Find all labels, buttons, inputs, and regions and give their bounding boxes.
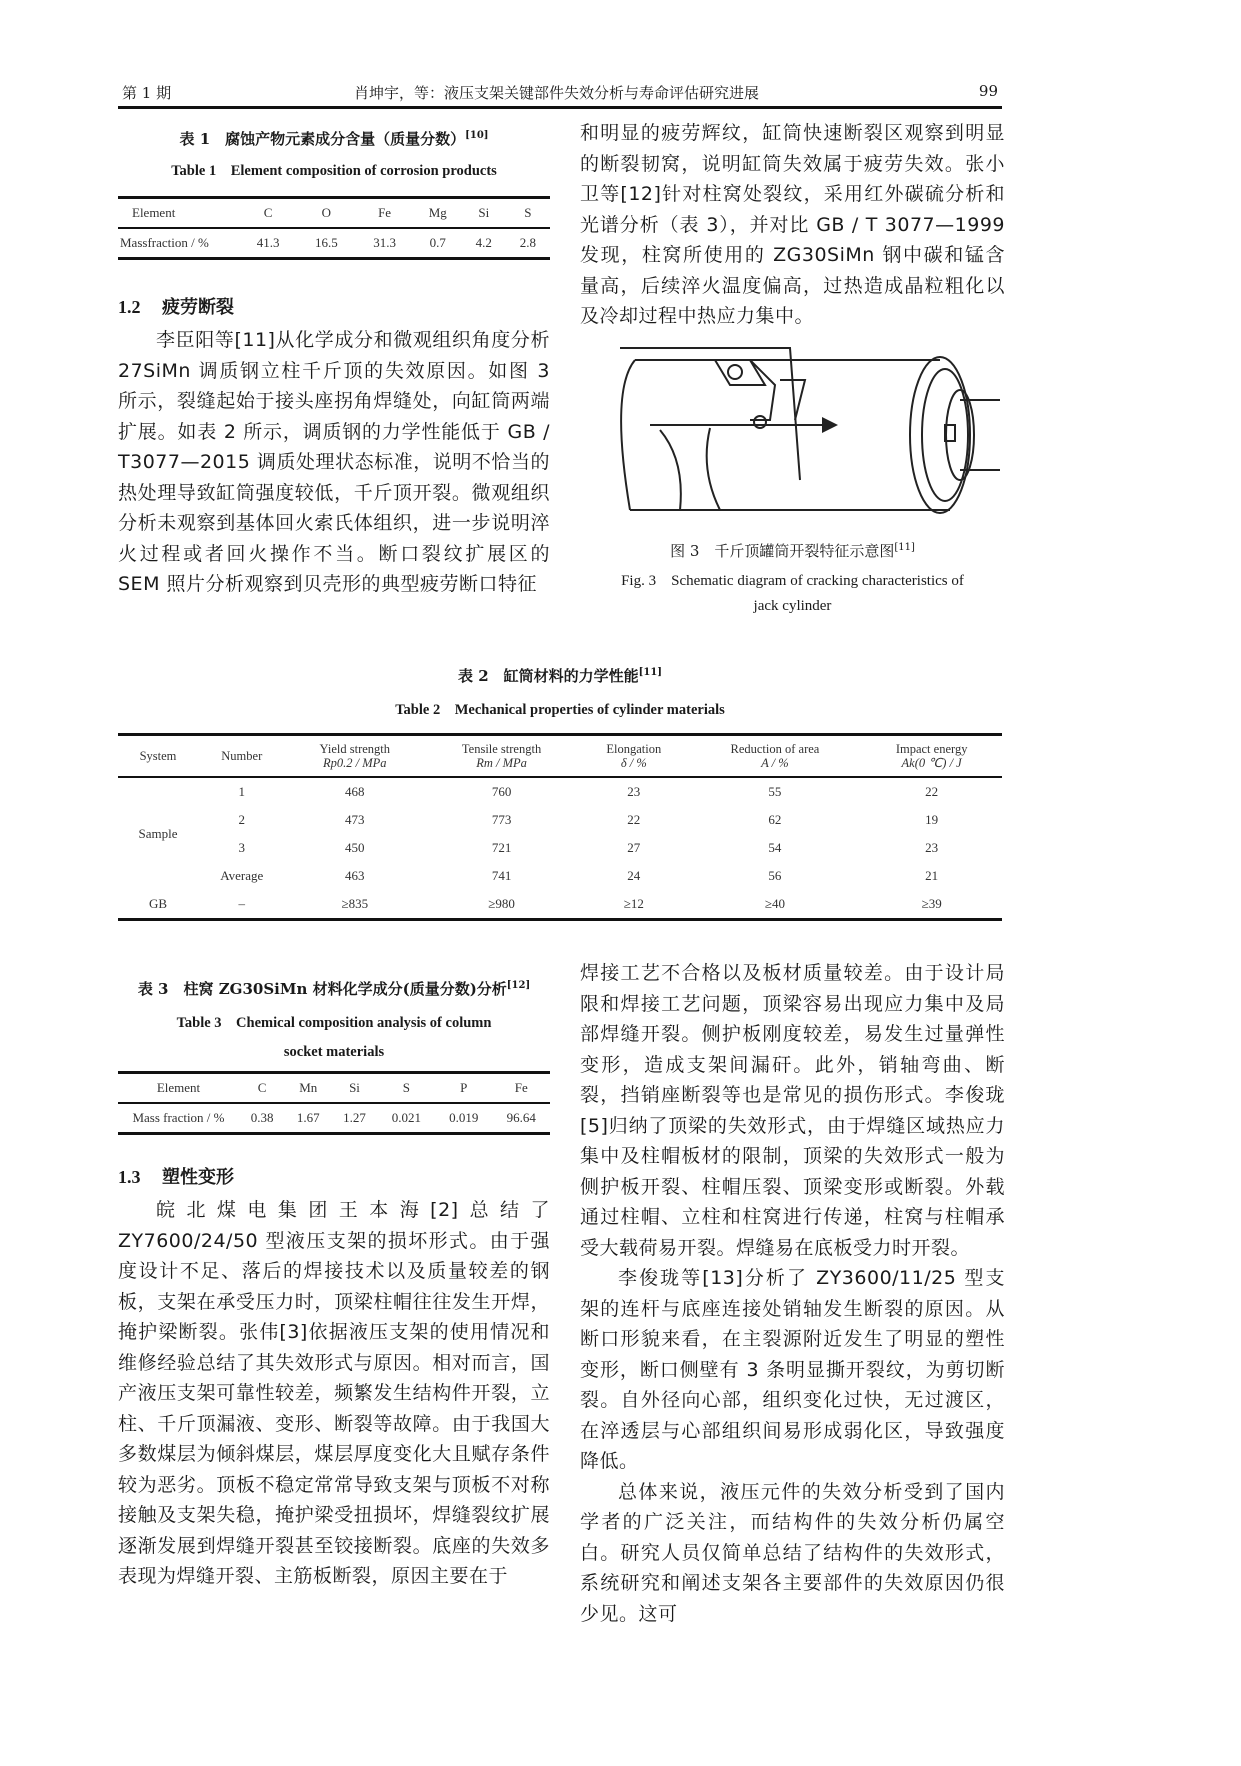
running-title: 肖坤宇，等：液压支架关键部件失效分析与寿命评估研究进展	[354, 84, 760, 102]
table1	[118, 196, 550, 260]
table-row: Sample 1 468 760 23 55 22	[138, 784, 939, 841]
page-number: 99	[978, 82, 998, 100]
section-1-3	[118, 1160, 550, 1592]
figure-3-jack-cylinder-diagram	[600, 330, 1000, 530]
body-paragraph: 总体来说，液压元件的失效分析受到了国内学者的广泛关注，而结构件的失效分析仍属空白。研究人员仅简单总结了结构件的失效形式，系统研究和阐述支架各主要部件的失效原因仍很少见。这可	[580, 1480, 1005, 1625]
table-header-row: Element C Mn Si S P Fe	[118, 1073, 550, 1104]
body-paragraph: 李俊珑等[13]分析了 ZY3600/11/25 型支架的连杆与底座连接处销轴发生断裂的原因。从断口形貌来看，在主裂源附近发生了明显的塑性变形，断口侧壁有 3 条明显撕开裂纹，为剪切断裂。自外径向心部，组织变化过快，无过渡区，在淬透层与心部组织间易形成弱化区，导致强度降低。	[580, 1267, 1005, 1472]
figure3-caption-cn: 图 3 千斤顶罐筒开裂特征示意图[11]	[670, 542, 915, 560]
table2-caption-cn: 表 2 缸筒材料的力学性能[11]	[457, 667, 663, 685]
figure-3-caption	[580, 540, 1005, 615]
section-1-3-right	[580, 958, 1005, 1629]
table-row: Average 463 741 24 56 21	[220, 868, 939, 883]
section-heading: 1.3 塑性变形	[118, 1167, 234, 1188]
table3-caption-cn: 表 3 柱窝 ZG30SiMn 材料化学成分(质量分数)分析[12]	[137, 980, 531, 998]
right-column-top	[580, 118, 1005, 332]
running-header	[118, 80, 1002, 109]
table2	[118, 733, 1002, 921]
section-1-2	[118, 290, 550, 600]
table-row: 2 473 773 22 62 19	[238, 812, 939, 827]
table-row: Massfraction / % 41.3 16.5 31.3 0.7 4.2 2.8	[120, 235, 537, 250]
section-heading: 1.2 疲劳断裂	[118, 297, 234, 318]
body-paragraph: 皖北煤电集团王本海[2]总结了 ZY7600/24/50 型液压支架的损坏形式。由于强度设计不足、落后的焊接技术以及质量较差的钢板，支架在承受压力时，顶梁柱帽往往发生开焊，掩护梁断裂。张伟[3]依据液压支架的使用情况和维修经验总结了其失效形式与原因。相对而言，国产液压支架可靠性较差，频繁发生结构件开裂，立柱、千斤顶漏液、变形、断裂等故障。由于我国大多数煤层为倾斜煤层，煤层厚度变化大且赋存条件较为恶劣。顶板不稳定常常导致支架与顶板不对称接触及支架失稳，掩护梁受扭损坏，焊缝裂纹扩展逐渐发展到焊缝开裂甚至铰接断裂。底座的失效多表现为焊缝开裂、主筋板断裂，原因主要在于	[118, 1199, 550, 1587]
table-row: Mass fraction / % 0.38 1.67 1.27 0.021 0.019 96.64	[132, 1110, 536, 1125]
body-paragraph: 焊接工艺不合格以及板材质量较差。由于设计局限和焊接工艺问题，顶梁容易出现应力集中及局部焊缝开裂。侧护板刚度较差，易发生过量弹性变形，造成支架间漏矸。此外，销轴弯曲、断裂，挡销座断裂等也是常见的损伤形式。李俊珑[5]归纳了顶梁的失效形式，由于焊缝区域热应力集中及柱帽板材的限制，顶梁的失效形式一般为侧护板开裂、柱帽压裂、顶梁变形或断裂。外载通过柱帽、立柱和柱窝进行传递，柱窝与柱帽承受大载荷易开裂。焊缝易在底板受力时开裂。	[580, 962, 1005, 1259]
issue-label: 第 1 期	[122, 84, 172, 102]
cylinder-illustration	[600, 330, 1000, 530]
table-row: 3 450 721 27 54 23	[238, 840, 939, 855]
table3-caption-en-line1: Table 3 Chemical composition analysis of column	[176, 1015, 492, 1031]
table2-caption-en: Table 2 Mechanical properties of cylinder materials	[395, 702, 725, 718]
table-header-row: Element C O Fe Mg Si S	[118, 198, 550, 229]
table1-block	[118, 128, 550, 260]
body-paragraph: 和明显的疲劳辉纹，缸筒快速断裂区观察到明显的断裂韧窝，说明缸筒失效属于疲劳失效。张小卫等[12]针对柱窝处裂纹，采用红外碳硫分析和光谱分析（表 3），并对比 GB / T 3077—1999 发现，柱窝所使用的 ZG30SiMn 钢中碳和锰含量高，后续淬火温度偏高，过热造成晶粒粗化以及冷却过程中热应力集中。	[580, 122, 1005, 327]
table-row-gb: GB – ≥835 ≥980 ≥12 ≥40 ≥39	[148, 896, 942, 911]
table-header-row: System Number Yield strength Rp0.2 / MPa Tensile strength Rm / MPa Elongation δ / % Reduction of area A / % Impact energy Ak(0 ℃) / J	[118, 735, 1002, 778]
figure3-caption-en-line2: jack cylinder	[753, 598, 832, 614]
figure3-caption-en-line1: Fig. 3 Schematic diagram of cracking characteristics of	[621, 573, 964, 589]
table3-block	[118, 978, 550, 1135]
table3-caption-en-line2: socket materials	[283, 1044, 385, 1060]
table1-caption-en: Table 1 Element composition of corrosion products	[171, 163, 497, 179]
table1-caption-cn: 表 1 腐蚀产物元素成分含量（质量分数）[10]	[179, 130, 489, 148]
body-paragraph: 李臣阳等[11]从化学成分和微观组织角度分析 27SiMn 调质钢立柱千斤顶的失效原因。如图 3 所示，裂缝起始于接头座拐角焊缝处，向缸筒两端扩展。如表 2 所示，调质钢的力学性能低于 GB / T3077—2015 调质处理状态标准，说明不恰当的热处理导致缸筒强度较低，千斤顶开裂。微观组织分析未观察到基体回火索氏体组织，进一步说明淬火过程或者回火操作不当。断口裂纹扩展区的 SEM 照片分析观察到贝壳形的典型疲劳断口特征	[118, 329, 550, 595]
table3	[118, 1071, 550, 1135]
table2-block	[118, 665, 1002, 921]
